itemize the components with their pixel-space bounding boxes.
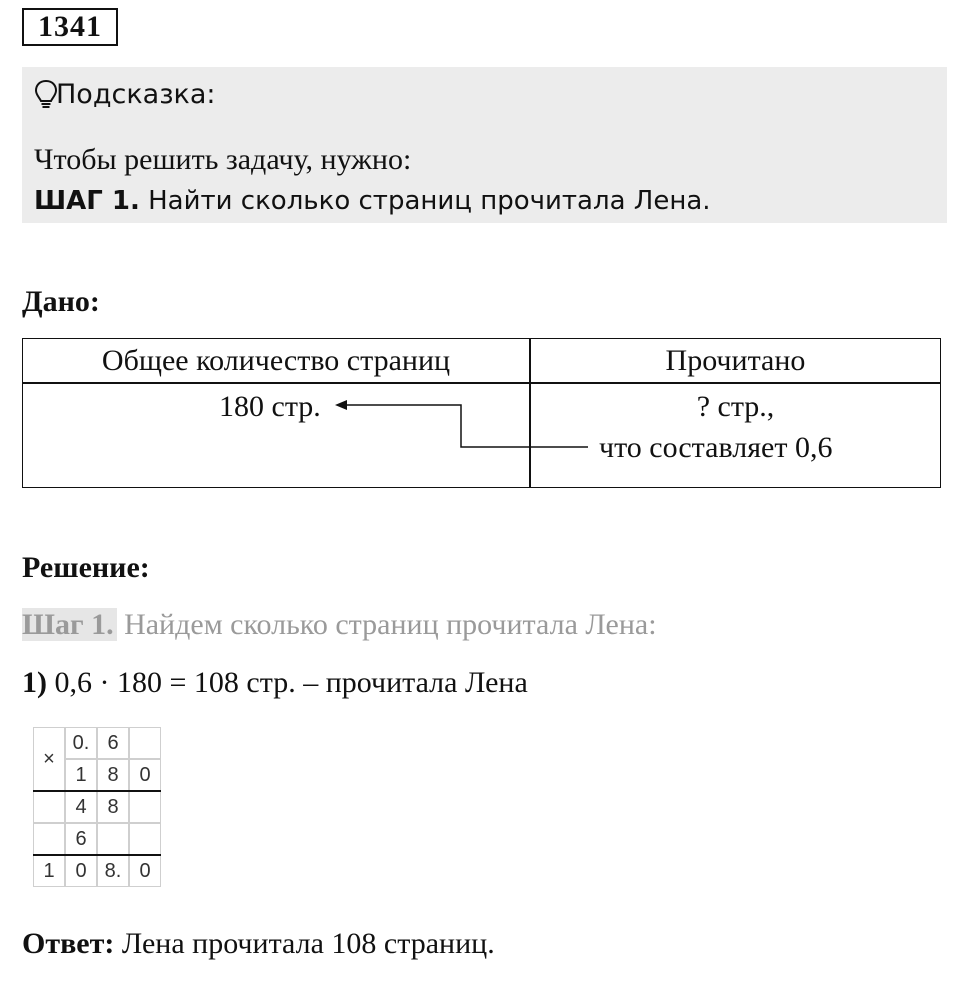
digit: 8. <box>97 855 129 887</box>
total-pages-value: 180 стр. <box>219 390 321 423</box>
calc-number: 1) <box>22 666 47 699</box>
digit <box>97 823 129 855</box>
answer-label: Ответ: <box>22 927 115 960</box>
digit <box>33 823 65 855</box>
digit <box>129 791 161 823</box>
digit <box>129 823 161 855</box>
digit: 6 <box>65 823 97 855</box>
digit: 1 <box>33 855 65 887</box>
hint-step <box>34 184 711 218</box>
problem-number: 1341 <box>22 8 118 46</box>
digit: 0 <box>129 759 161 791</box>
answer <box>22 925 495 963</box>
sum-rule <box>33 854 161 856</box>
sum-rule <box>33 790 161 792</box>
hint-title: Подсказка: <box>56 79 216 110</box>
calc-expression: 0,6 · 180 = 108 стр. – прочитала Лена <box>47 666 528 699</box>
mult-sign: × <box>33 727 65 791</box>
digit: 0. <box>65 727 97 759</box>
digit: 0 <box>65 855 97 887</box>
read-value-line1: ? стр., <box>696 390 775 423</box>
digit <box>33 791 65 823</box>
relation-arrow <box>23 339 942 489</box>
digit: 6 <box>97 727 129 759</box>
digit: 0 <box>129 855 161 887</box>
solution-step-tag: Шаг 1. <box>22 608 117 641</box>
calculation <box>22 664 528 702</box>
digit: 8 <box>97 791 129 823</box>
read-value-line2: что составляет 0,6 <box>599 431 833 464</box>
hint-intro: Чтобы решить задачу, нужно: <box>34 143 412 176</box>
digit <box>129 727 161 759</box>
given-table <box>22 338 941 488</box>
solution-label: Решение: <box>22 551 150 584</box>
answer-text: Лена прочитала 108 страниц. <box>114 927 495 960</box>
hint-step-label: ШАГ 1. <box>34 186 140 216</box>
digit: 1 <box>65 759 97 791</box>
header-read: Прочитано <box>665 344 806 377</box>
digit: 4 <box>65 791 97 823</box>
given-label: Дано: <box>22 285 100 318</box>
solution-step <box>22 606 657 644</box>
header-total-pages: Общее количество страниц <box>101 344 451 377</box>
solution-step-text: Найдем сколько страниц прочитала Лена: <box>116 608 657 641</box>
digit: 8 <box>97 759 129 791</box>
hint-step-text: Найти сколько страниц прочитала Лена. <box>139 186 711 216</box>
